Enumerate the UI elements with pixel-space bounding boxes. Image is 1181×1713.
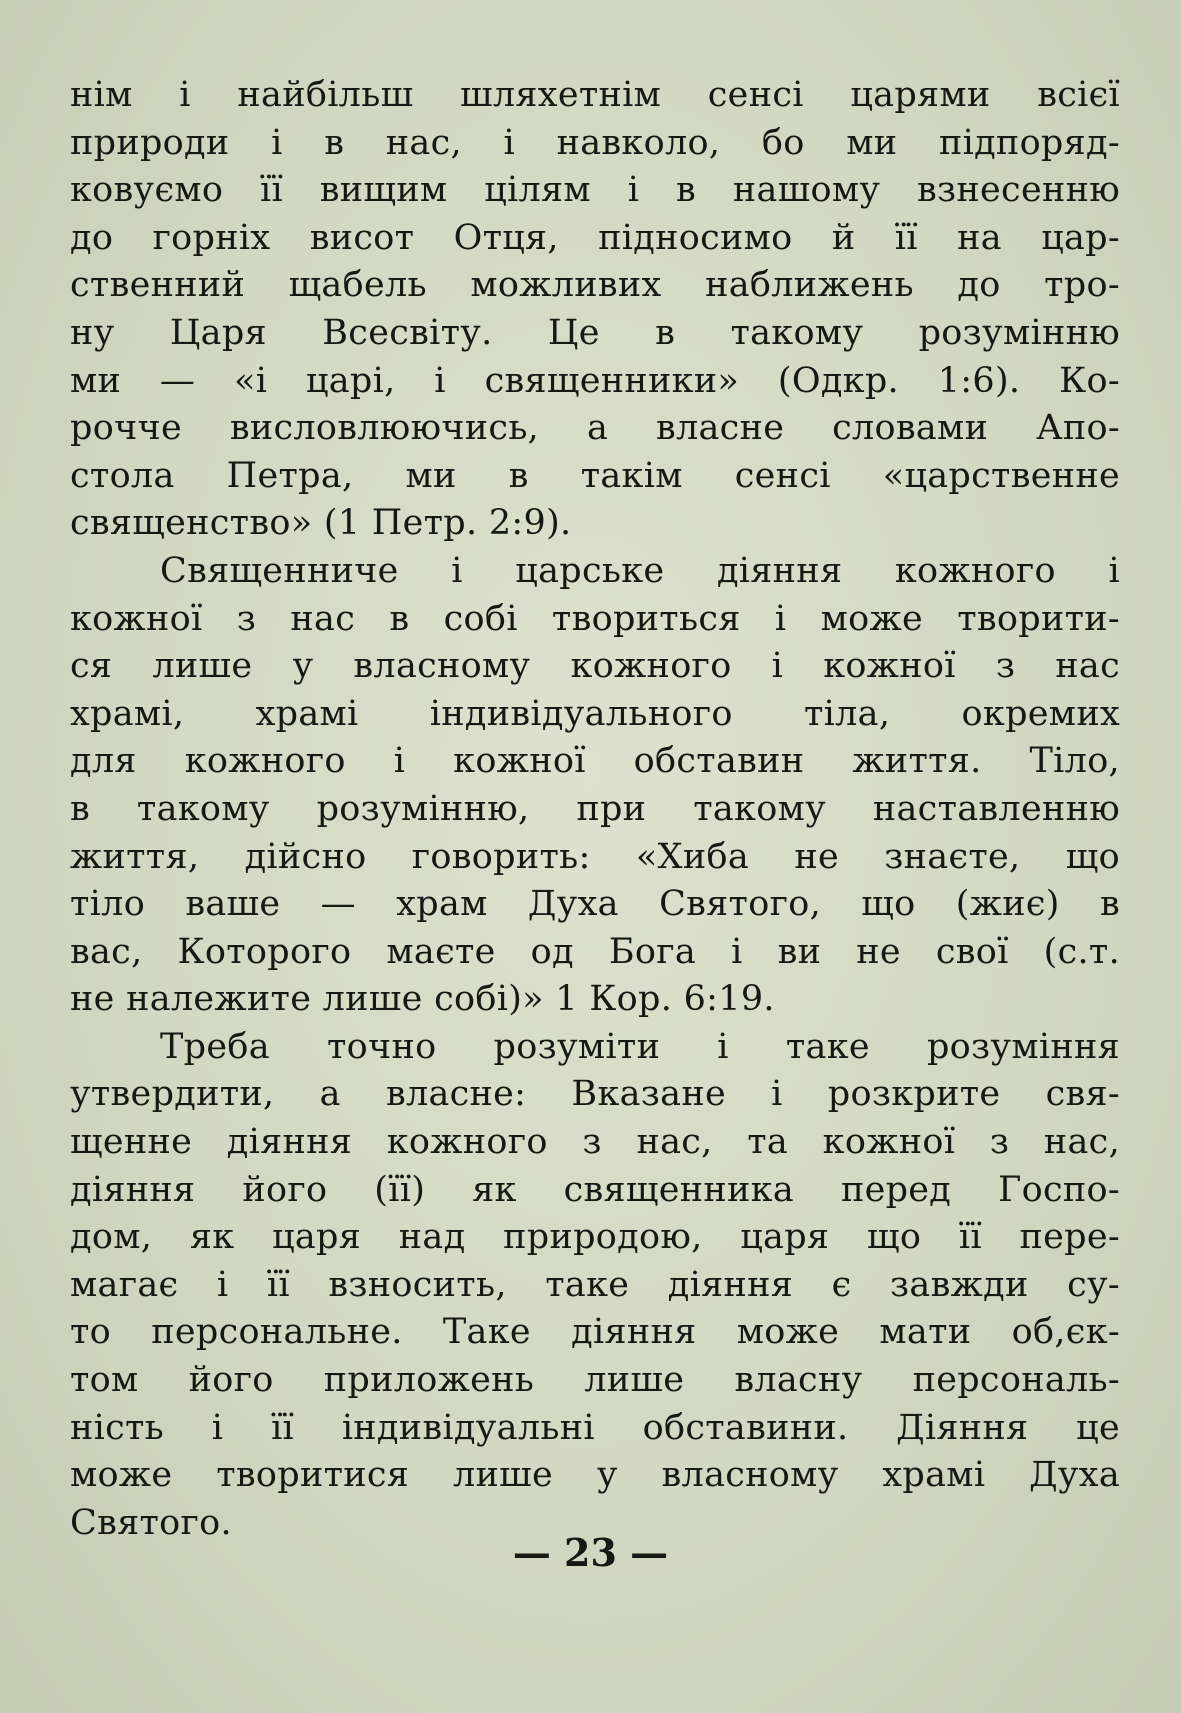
text-line: Священниче і царське діяння кожного і: [160, 550, 1120, 591]
text-line: рочче висловлюючись, а власне словами Апо-: [70, 408, 1120, 449]
page-number: — 23 —: [512, 1530, 669, 1575]
text-line: тіло ваше — храм Духа Святого, що (жиє) в: [70, 884, 1120, 925]
text-line: ми — «і царі, і священники» (Одкр. 1:6). Ко-: [70, 360, 1120, 401]
text-line: ну Царя Всесвіту. Це в такому розумінню: [70, 312, 1120, 353]
text-line: ковуємо її вищим цілям і в нашому взнесенню: [70, 170, 1120, 211]
body-text: [70, 72, 1120, 1547]
text-line: то персональне. Таке діяння може мати об,єк-: [70, 1312, 1120, 1353]
text-line: ність і її індивідуальні обставини. Діяння це: [70, 1407, 1120, 1448]
text-line: нім і найбільш шляхетнім сенсі царями всієї: [70, 75, 1120, 115]
paragraph-1: [70, 72, 1120, 548]
text-line: стола Петра, ми в такім сенсі «царственне: [70, 455, 1120, 496]
text-line: Треба точно розуміти і таке розуміння: [160, 1026, 1120, 1067]
text-line: може творитися лише у власному храмі Духа: [70, 1455, 1120, 1496]
text-line: в такому розумінню, при такому наставленню: [70, 788, 1120, 829]
paragraph-3: [70, 1024, 1120, 1548]
text-line: до горніх висот Отця, підносимо й її на цар-: [70, 217, 1120, 258]
text-line: священство» (1 Петр. 2:9).: [70, 503, 572, 544]
text-line: храмі, храмі індивідуального тіла, окремих: [70, 693, 1120, 734]
text-line: дом, як царя над природою, царя що її пере-: [70, 1217, 1120, 1258]
text-line: ственний щабель можливих наближень до тро-: [70, 265, 1120, 306]
text-line: щенне діяння кожного з нас, та кожної з нас,: [70, 1122, 1120, 1163]
text-line: том його приложень лише власну персональ-: [70, 1360, 1120, 1401]
text-line: Святого.: [70, 1502, 232, 1543]
text-line: не належите лише собі)» 1 Кор. 6:19.: [70, 979, 775, 1020]
text-line: утвердити, а власне: Вказане і розкрите свя-: [70, 1074, 1120, 1115]
text-line: вас, Которого маєте од Бога і ви не свої (с.т.: [70, 931, 1120, 972]
text-line: природи і в нас, і навколо, бо ми підпоряд-: [70, 122, 1120, 163]
text-line: життя, дійсно говорить: «Хиба не знаєте, що: [70, 836, 1120, 877]
text-line: кожної з нас в собі твориться і може творити-: [70, 598, 1120, 639]
text-line: діяння його (її) як священника перед Госпо-: [70, 1169, 1120, 1210]
paragraph-2: [70, 548, 1120, 1024]
text-line: магає і її взносить, таке діяння є завжди су-: [70, 1264, 1120, 1305]
text-line: для кожного і кожної обставин життя. Тіло,: [70, 741, 1120, 782]
text-line: ся лише у власному кожного і кожної з нас: [70, 646, 1120, 687]
